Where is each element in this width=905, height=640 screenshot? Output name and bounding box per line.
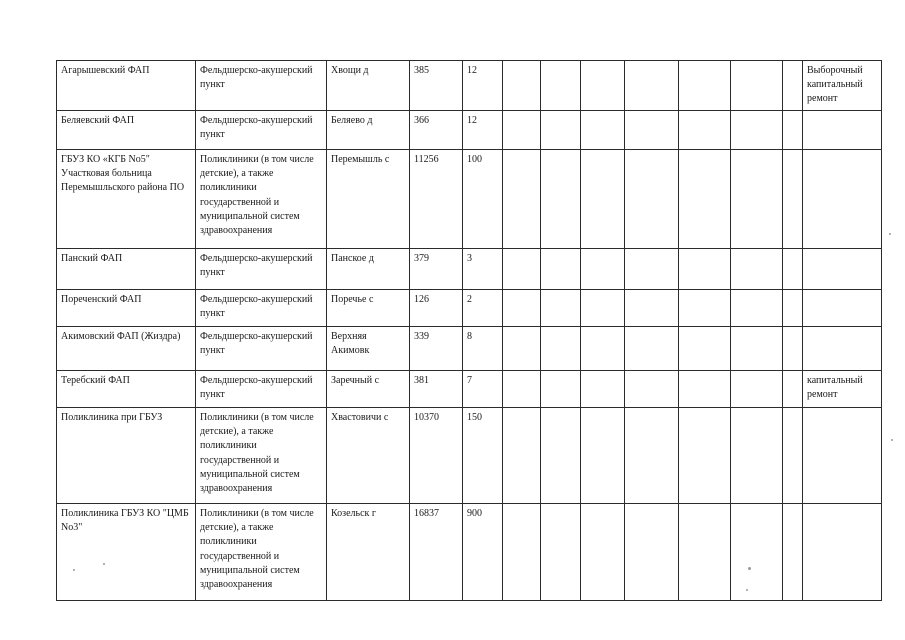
empty-cell bbox=[541, 249, 581, 290]
empty-cell bbox=[625, 111, 679, 150]
empty-cell bbox=[679, 504, 731, 601]
empty-cell bbox=[679, 249, 731, 290]
empty-cell bbox=[503, 249, 541, 290]
empty-cell bbox=[783, 61, 803, 111]
empty-cell bbox=[783, 504, 803, 601]
note-cell bbox=[803, 327, 882, 371]
table-row bbox=[57, 290, 882, 327]
empty-cell bbox=[581, 150, 625, 249]
number-cell: 11256 bbox=[410, 150, 463, 249]
table-body bbox=[57, 61, 882, 601]
empty-cell bbox=[731, 327, 783, 371]
table-row bbox=[57, 61, 882, 111]
facility-name-cell: Поликлиника ГБУЗ КО "ЦМБ No3" bbox=[57, 504, 196, 601]
facility-name-cell: Агарышевский ФАП bbox=[57, 61, 196, 111]
table-row bbox=[57, 408, 882, 504]
note-cell: Выборочный капитальный ремонт bbox=[803, 61, 882, 111]
empty-cell bbox=[679, 290, 731, 327]
count-cell: 7 bbox=[463, 371, 503, 408]
locality-cell: Хвощи д bbox=[327, 61, 410, 111]
empty-cell bbox=[783, 327, 803, 371]
count-cell: 12 bbox=[463, 111, 503, 150]
empty-cell bbox=[679, 111, 731, 150]
scan-speck bbox=[73, 569, 75, 571]
locality-cell: Поречье с bbox=[327, 290, 410, 327]
facility-type-cell: Фельдшерско-акушерский пункт bbox=[196, 249, 327, 290]
locality-cell: Перемышль с bbox=[327, 150, 410, 249]
empty-cell bbox=[731, 504, 783, 601]
scan-speck bbox=[891, 439, 893, 441]
empty-cell bbox=[783, 249, 803, 290]
empty-cell bbox=[783, 371, 803, 408]
empty-cell bbox=[503, 111, 541, 150]
empty-cell bbox=[679, 61, 731, 111]
number-cell: 366 bbox=[410, 111, 463, 150]
facility-name-cell: Беляевский ФАП bbox=[57, 111, 196, 150]
facility-name-cell: Поликлиника при ГБУЗ bbox=[57, 408, 196, 504]
count-cell: 12 bbox=[463, 61, 503, 111]
scan-speck bbox=[889, 233, 891, 235]
note-cell bbox=[803, 290, 882, 327]
empty-cell bbox=[503, 504, 541, 601]
empty-cell bbox=[581, 249, 625, 290]
facility-type-cell: Фельдшерско-акушерский пункт bbox=[196, 327, 327, 371]
facility-name-cell: Акимовский ФАП (Жиздра) bbox=[57, 327, 196, 371]
number-cell: 16837 bbox=[410, 504, 463, 601]
count-cell: 2 bbox=[463, 290, 503, 327]
scan-speck bbox=[103, 563, 105, 565]
locality-cell: Панское д bbox=[327, 249, 410, 290]
facility-name-cell: Панский ФАП bbox=[57, 249, 196, 290]
empty-cell bbox=[783, 150, 803, 249]
locality-cell: Заречный с bbox=[327, 371, 410, 408]
locality-cell: Козельск г bbox=[327, 504, 410, 601]
facility-type-cell: Фельдшерско-акушерский пункт bbox=[196, 111, 327, 150]
empty-cell bbox=[731, 290, 783, 327]
empty-cell bbox=[625, 371, 679, 408]
empty-cell bbox=[731, 249, 783, 290]
empty-cell bbox=[679, 408, 731, 504]
empty-cell bbox=[541, 290, 581, 327]
empty-cell bbox=[679, 327, 731, 371]
count-cell: 3 bbox=[463, 249, 503, 290]
empty-cell bbox=[541, 150, 581, 249]
empty-cell bbox=[731, 371, 783, 408]
number-cell: 385 bbox=[410, 61, 463, 111]
note-cell: капитальный ремонт bbox=[803, 371, 882, 408]
note-cell bbox=[803, 249, 882, 290]
table-row bbox=[57, 327, 882, 371]
empty-cell bbox=[625, 61, 679, 111]
empty-cell bbox=[783, 290, 803, 327]
count-cell: 100 bbox=[463, 150, 503, 249]
facility-name-cell: ГБУЗ КО «КГБ No5" Участковая больница Перемышльского района ПО bbox=[57, 150, 196, 249]
number-cell: 339 bbox=[410, 327, 463, 371]
facility-type-cell: Поликлиники (в том числе детские), а также поликлиники государственной и муниципальной систем здравоохранения bbox=[196, 504, 327, 601]
empty-cell bbox=[581, 408, 625, 504]
empty-cell bbox=[581, 504, 625, 601]
empty-cell bbox=[679, 150, 731, 249]
empty-cell bbox=[731, 111, 783, 150]
empty-cell bbox=[503, 150, 541, 249]
empty-cell bbox=[783, 408, 803, 504]
empty-cell bbox=[625, 408, 679, 504]
empty-cell bbox=[625, 290, 679, 327]
empty-cell bbox=[581, 61, 625, 111]
note-cell bbox=[803, 111, 882, 150]
empty-cell bbox=[541, 408, 581, 504]
facility-type-cell: Фельдшерско-акушерский пункт bbox=[196, 371, 327, 408]
count-cell: 8 bbox=[463, 327, 503, 371]
empty-cell bbox=[503, 61, 541, 111]
table-row bbox=[57, 504, 882, 601]
number-cell: 10370 bbox=[410, 408, 463, 504]
empty-cell bbox=[541, 61, 581, 111]
facility-type-cell: Фельдшерско-акушерский пункт bbox=[196, 61, 327, 111]
facility-name-cell: Теребский ФАП bbox=[57, 371, 196, 408]
facility-type-cell: Поликлиники (в том числе детские), а также поликлиники государственной и муниципальной систем здравоохранения bbox=[196, 150, 327, 249]
empty-cell bbox=[581, 111, 625, 150]
empty-cell bbox=[731, 61, 783, 111]
number-cell: 381 bbox=[410, 371, 463, 408]
number-cell: 126 bbox=[410, 290, 463, 327]
empty-cell bbox=[581, 327, 625, 371]
note-cell bbox=[803, 504, 882, 601]
empty-cell bbox=[541, 327, 581, 371]
table-row bbox=[57, 150, 882, 249]
empty-cell bbox=[625, 150, 679, 249]
table-row bbox=[57, 249, 882, 290]
locality-cell: Беляево д bbox=[327, 111, 410, 150]
empty-cell bbox=[625, 504, 679, 601]
table-row bbox=[57, 371, 882, 408]
note-cell bbox=[803, 408, 882, 504]
scan-speck bbox=[748, 567, 751, 570]
locality-cell: Хвастовичи с bbox=[327, 408, 410, 504]
empty-cell bbox=[541, 111, 581, 150]
facility-type-cell: Фельдшерско-акушерский пункт bbox=[196, 290, 327, 327]
empty-cell bbox=[503, 371, 541, 408]
empty-cell bbox=[541, 504, 581, 601]
empty-cell bbox=[503, 408, 541, 504]
empty-cell bbox=[679, 371, 731, 408]
facility-name-cell: Пореченский ФАП bbox=[57, 290, 196, 327]
facility-type-cell: Поликлиники (в том числе детские), а также поликлиники государственной и муниципальной систем здравоохранения bbox=[196, 408, 327, 504]
scan-speck bbox=[746, 589, 748, 591]
facilities-table bbox=[56, 60, 882, 601]
table-row bbox=[57, 111, 882, 150]
empty-cell bbox=[625, 249, 679, 290]
count-cell: 900 bbox=[463, 504, 503, 601]
empty-cell bbox=[731, 150, 783, 249]
count-cell: 150 bbox=[463, 408, 503, 504]
empty-cell bbox=[503, 290, 541, 327]
empty-cell bbox=[581, 290, 625, 327]
empty-cell bbox=[581, 371, 625, 408]
number-cell: 379 bbox=[410, 249, 463, 290]
empty-cell bbox=[541, 371, 581, 408]
note-cell bbox=[803, 150, 882, 249]
empty-cell bbox=[625, 327, 679, 371]
empty-cell bbox=[731, 408, 783, 504]
empty-cell bbox=[503, 327, 541, 371]
locality-cell: Верхняя Акимовк bbox=[327, 327, 410, 371]
empty-cell bbox=[783, 111, 803, 150]
